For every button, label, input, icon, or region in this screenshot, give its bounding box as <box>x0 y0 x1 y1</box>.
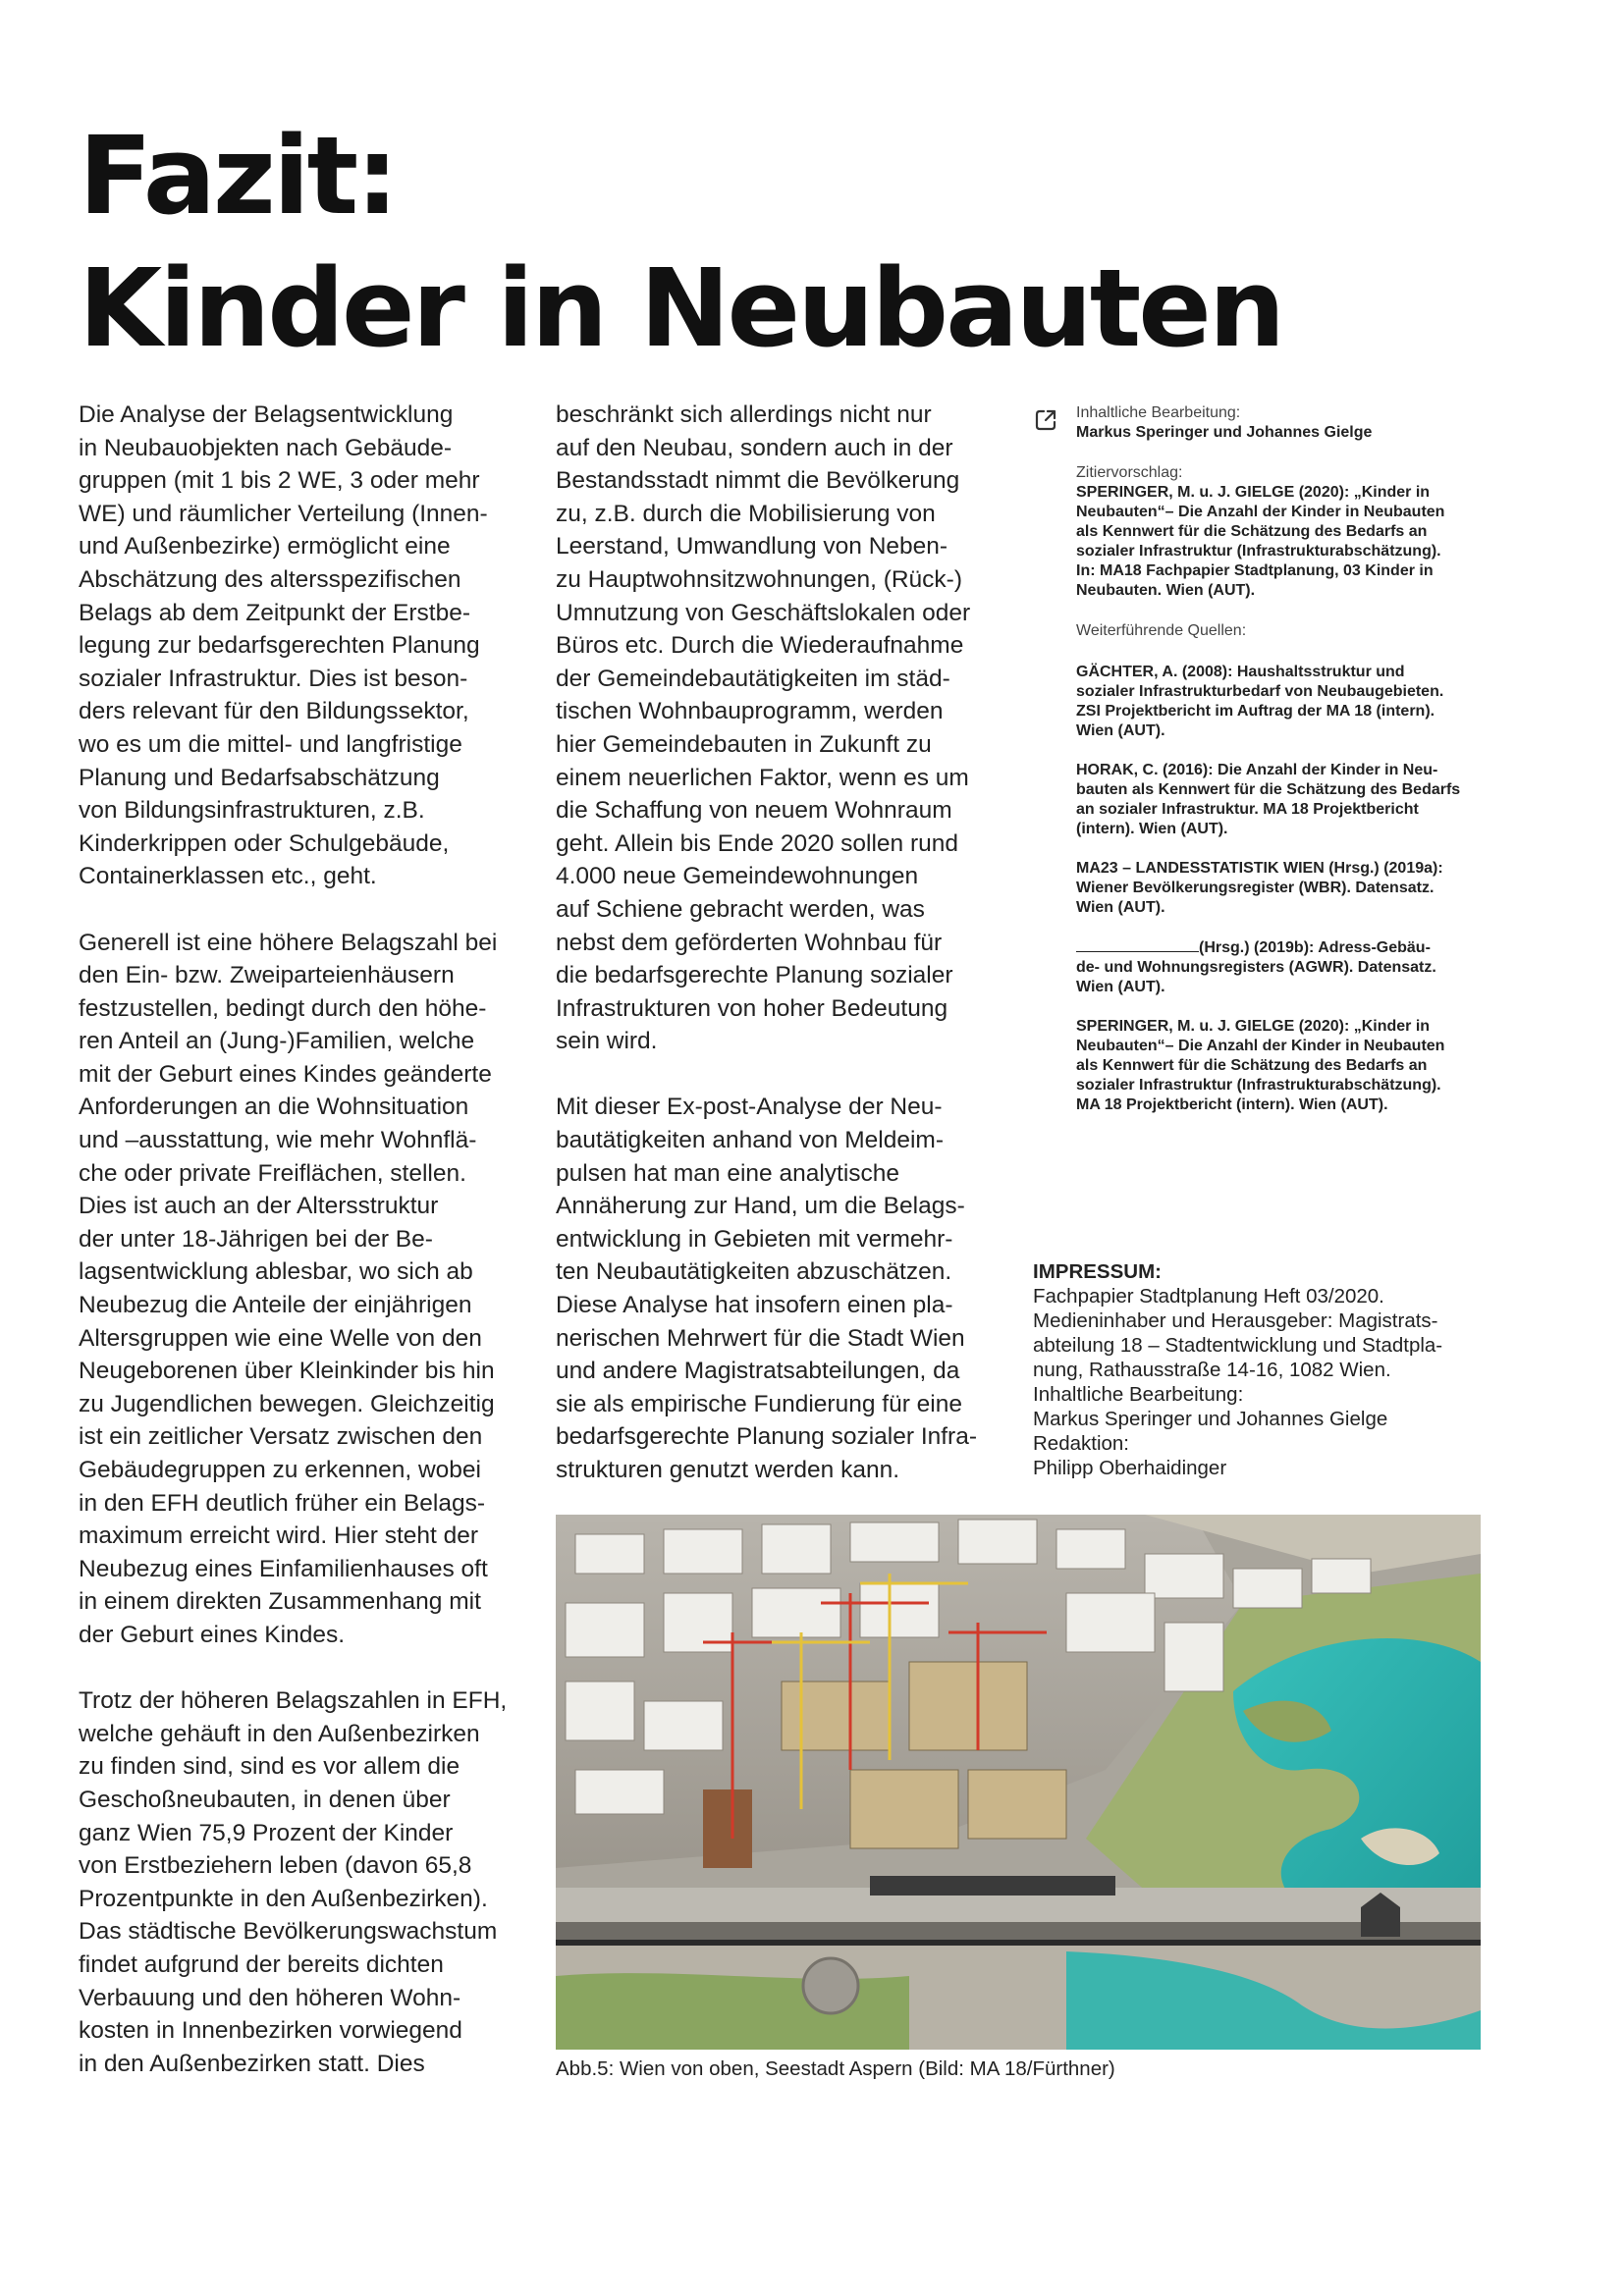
text-line: ren Anteil an (Jung-)Familien, welche <box>79 1028 475 1055</box>
editing-label: Inhaltliche Bearbeitung: <box>1076 404 1241 421</box>
text-line: und –ausstattung, wie mehr Wohnflä- <box>79 1127 477 1154</box>
text-line: Planung und Bedarfsabschätzung <box>79 764 440 791</box>
text-line: ders relevant für den Bildungssektor, <box>79 698 469 725</box>
text-line: maximum erreicht wird. Hier steht der <box>79 1522 479 1550</box>
text-line: GÄCHTER, A. (2008): Haushaltsstruktur und <box>1076 664 1405 680</box>
text-column-1 <box>79 399 540 2080</box>
text-column-2 <box>556 399 1017 1487</box>
text-line: Wien (AUT). <box>1076 722 1165 739</box>
text-line: auf den Neubau, sondern auch in der <box>556 434 953 461</box>
text-line: bauten als Kennwert für die Schätzung des Bedarfs <box>1076 781 1461 798</box>
text-line: mit der Geburt eines Kindes geänderte <box>79 1060 492 1088</box>
title-line-2: Kinder in Neubauten <box>79 245 1283 371</box>
text-line: von Erstbeziehern leben (davon 65,8 <box>79 1852 472 1880</box>
text-line: che oder private Freiflächen, stellen. <box>79 1159 466 1187</box>
citation-label: Zitiervorschlag: <box>1076 464 1183 481</box>
text-line: Neubauten. Wien (AUT). <box>1076 582 1256 599</box>
text-line: pulsen hat man eine analytische <box>556 1159 900 1187</box>
text-line: Containerklassen etc., geht. <box>79 863 377 890</box>
text-line: zu Hauptwohnsitzwohnungen, (Rück-) <box>556 565 962 593</box>
text-line: kosten in Innenbezirken vorwiegend <box>79 2017 462 2045</box>
text-line: lagsentwicklung ablesbar, wo sich ab <box>79 1258 473 1286</box>
text-line: in einem direkten Zusammenhang mit <box>79 1588 481 1616</box>
paragraph <box>79 1684 540 2080</box>
text-line: legung zur bedarfsgerechten Planung <box>79 632 480 660</box>
text-line: sozialer Infrastruktur (Infrastrukturabschätzung). <box>1076 543 1441 560</box>
text-line: und andere Magistratsabteilungen, da <box>556 1358 960 1385</box>
text-line: Wien (AUT). <box>1076 979 1165 995</box>
text-line: In: MA18 Fachpapier Stadtplanung, 03 Kinder in <box>1076 562 1434 579</box>
text-line: wo es um die mittel- und langfristige <box>79 730 462 758</box>
text-line: nebst dem geförderten Wohnbau für <box>556 929 943 956</box>
text-line: welche gehäuft in den Außenbezirken <box>79 1720 480 1747</box>
text-line: Diese Analyse hat insofern einen pla- <box>556 1292 953 1319</box>
page-title <box>79 110 1453 375</box>
text-line: die bedarfsgerechte Planung sozialer <box>556 962 953 989</box>
text-line: Büros etc. Durch die Wiederaufnahme <box>556 632 964 660</box>
text-line: Infrastrukturen von hoher Bedeutung <box>556 994 948 1022</box>
impressum-text <box>1033 1284 1494 1480</box>
text-line: abteilung 18 – Stadtentwicklung und Stadtpla- <box>1033 1334 1443 1357</box>
text-line: Bestandsstadt nimmt die Bevölkerung <box>556 467 960 495</box>
text-line: MA23 – LANDESSTATISTIK WIEN (Hrsg.) (2019a): <box>1076 860 1443 877</box>
text-line: MA 18 Projektbericht (intern). Wien (AUT). <box>1076 1096 1388 1113</box>
text-line: Das städtische Bevölkerungswachstum <box>79 1918 498 1946</box>
text-line: Neugeborenen über Kleinkinder bis hin <box>79 1358 495 1385</box>
text-line: ZSI Projektbericht im Auftrag der MA 18 (intern). <box>1076 703 1435 720</box>
text-line: bautätigkeiten anhand von Meldeim- <box>556 1127 944 1154</box>
text-line: ganz Wien 75,9 Prozent der Kinder <box>79 1819 454 1846</box>
text-line: Neubezug eines Einfamilienhauses oft <box>79 1555 488 1582</box>
text-line: einem neuerlichen Faktor, wenn es um <box>556 764 969 791</box>
author-blank-line <box>1076 937 1199 952</box>
text-line: in Neubauobjekten nach Gebäude- <box>79 434 453 461</box>
text-line: Annäherung zur Hand, um die Belags- <box>556 1193 965 1220</box>
text-line: sozialer Infrastruktur (Infrastrukturabschätzung). <box>1076 1077 1441 1094</box>
external-link-icon <box>1031 405 1060 435</box>
text-line: und Außenbezirke) ermöglicht eine <box>79 533 451 561</box>
text-line: Neubauten“– Die Anzahl der Kinder in Neubauten <box>1076 504 1445 520</box>
sources-label: Weiterführende Quellen: <box>1076 622 1247 639</box>
text-line: bedarfsgerechte Planung sozialer Infra- <box>556 1423 978 1451</box>
text-line: Verbauung und den höheren Wohn- <box>79 1984 461 2011</box>
text-line: Wiener Bevölkerungsregister (WBR). Datensatz. <box>1076 880 1435 896</box>
text-line: sozialer Infrastruktur. Dies ist beson- <box>79 665 468 692</box>
text-line: strukturen genutzt werden kann. <box>556 1457 900 1483</box>
text-line: Leerstand, Umwandlung von Neben- <box>556 533 948 561</box>
paragraph <box>556 1091 1017 1486</box>
text-line: Neubezug die Anteile der einjährigen <box>79 1292 472 1319</box>
text-line: findet aufgrund der bereits dichten <box>79 1950 444 1978</box>
text-line: ten Neubautätigkeiten abzuschätzen. <box>556 1258 952 1286</box>
text-line: SPERINGER, M. u. J. GIELGE (2020): „Kinder in <box>1076 1018 1431 1035</box>
paragraph <box>556 399 1017 1058</box>
text-line: Medieninhaber und Herausgeber: Magistrats- <box>1033 1309 1438 1332</box>
text-line: hier Gemeindebauten in Zukunft zu <box>556 730 932 758</box>
impressum <box>1033 1259 1494 1480</box>
text-line: Kinderkrippen oder Schulgebäude, <box>79 829 450 857</box>
text-line: Philipp Oberhaidinger <box>1033 1457 1227 1479</box>
text-line: Die Analyse der Belagsentwicklung <box>79 401 454 428</box>
text-line: Geschoßneubauten, in denen über <box>79 1786 451 1813</box>
source-entry <box>1076 859 1489 918</box>
text-line: HORAK, C. (2016): Die Anzahl der Kinder in Neu- <box>1076 762 1438 778</box>
text-line: nerischen Mehrwert für die Stadt Wien <box>556 1324 965 1352</box>
citation-text <box>1076 483 1489 601</box>
text-line: Neubauten“– Die Anzahl der Kinder in Neubauten <box>1076 1038 1445 1054</box>
text-line: geht. Allein bis Ende 2020 sollen rund <box>556 829 958 857</box>
title-line-1: Fazit: <box>79 113 397 239</box>
figure-caption: Abb.5: Wien von oben, Seestadt Aspern (Bild: MA 18/Fürthner) <box>556 2057 1115 2080</box>
text-line: de- und Wohnungsregisters (AGWR). Datensatz. <box>1076 959 1436 976</box>
text-line: Trotz der höheren Belagszahlen in EFH, <box>79 1687 508 1715</box>
text-line: in den Außenbezirken statt. Dies <box>79 2050 425 2077</box>
references-sidebar <box>1076 403 1489 1115</box>
text-line: an sozialer Infrastruktur. MA 18 Projektbericht <box>1076 801 1419 818</box>
text-line: als Kennwert für die Schätzung des Bedarfs an <box>1076 1057 1428 1074</box>
text-line: WE) und räumlicher Verteilung (Innen- <box>79 500 488 527</box>
text-line: Altersgruppen wie eine Welle von den <box>79 1324 482 1352</box>
source-entry <box>1076 1017 1489 1115</box>
text-line: der Gemeindebautätigkeiten im städ- <box>556 665 950 692</box>
impressum-heading: IMPRESSUM: <box>1033 1260 1162 1283</box>
text-line: festzustellen, bedingt durch den höhe- <box>79 994 487 1022</box>
text-line: sozialer Infrastrukturbedarf von Neubaugebieten. <box>1076 683 1444 700</box>
text-line: SPERINGER, M. u. J. GIELGE (2020): „Kinder in <box>1076 484 1431 501</box>
text-line: ist ein zeitlicher Versatz zwischen den <box>79 1423 483 1451</box>
text-line: Markus Speringer und Johannes Gielge <box>1033 1408 1388 1430</box>
text-line: tischen Wohnbauprogramm, werden <box>556 698 944 725</box>
text-line: Inhaltliche Bearbeitung: <box>1033 1383 1244 1406</box>
text-line: Mit dieser Ex-post-Analyse der Neu- <box>556 1094 943 1121</box>
source-entry <box>1076 937 1489 997</box>
text-line: als Kennwert für die Schätzung des Bedarfs an <box>1076 523 1428 540</box>
text-line: Gebäudegruppen zu erkennen, wobei <box>79 1457 482 1483</box>
text-line: von Bildungsinfrastrukturen, z.B. <box>79 797 425 825</box>
text-line: nung, Rathausstraße 14-16, 1082 Wien. <box>1033 1359 1391 1381</box>
source-4-rest <box>1076 958 1489 997</box>
text-line: auf Schiene gebracht werden, was <box>556 895 925 923</box>
source-entry <box>1076 761 1489 839</box>
text-line: Anforderungen an die Wohnsituation <box>79 1094 469 1121</box>
text-line: in den EFH deutlich früher ein Belags- <box>79 1489 485 1517</box>
text-line: Umnutzung von Geschäftslokalen oder <box>556 599 971 626</box>
paragraph <box>79 927 540 1652</box>
text-line: der unter 18-Jährigen bei der Be- <box>79 1225 433 1253</box>
text-line: der Geburt eines Kindes. <box>79 1621 346 1648</box>
text-line: Abschätzung des altersspezifischen <box>79 565 461 593</box>
paragraph <box>79 399 540 893</box>
text-line: gruppen (mit 1 bis 2 WE, 3 oder mehr <box>79 467 480 495</box>
source-entry <box>1076 663 1489 741</box>
text-line: Wien (AUT). <box>1076 899 1165 916</box>
text-line: Prozentpunkte in den Außenbezirken). <box>79 1885 488 1912</box>
text-line: zu finden sind, sind es vor allem die <box>79 1753 460 1781</box>
text-line: beschränkt sich allerdings nicht nur <box>556 401 932 428</box>
text-line: Belags ab dem Zeitpunkt der Erstbe- <box>79 599 471 626</box>
text-line: sein wird. <box>556 1028 658 1055</box>
text-line: zu Jugendlichen bewegen. Gleichzeitig <box>79 1390 495 1417</box>
text-line: Redaktion: <box>1033 1432 1130 1455</box>
text-line: zu, z.B. durch die Mobilisierung von <box>556 500 936 527</box>
editing-names: Markus Speringer und Johannes Gielge <box>1076 424 1373 441</box>
text-line: Fachpapier Stadtplanung Heft 03/2020. <box>1033 1285 1384 1308</box>
source-4-first-line: (Hrsg.) (2019b): Adress-Gebäu- <box>1199 939 1431 956</box>
text-line: sie als empirische Fundierung für eine <box>556 1390 962 1417</box>
text-line: entwicklung in Gebieten mit vermehr- <box>556 1225 953 1253</box>
aerial-photo-illustration <box>556 1515 1481 2050</box>
text-line: Dies ist auch an der Altersstruktur <box>79 1193 439 1220</box>
text-line: Generell ist eine höhere Belagszahl bei <box>79 929 498 956</box>
text-line: (intern). Wien (AUT). <box>1076 821 1228 837</box>
text-line: die Schaffung von neuem Wohnraum <box>556 797 952 825</box>
text-line: den Ein- bzw. Zweiparteienhäusern <box>79 962 455 989</box>
aerial-photo-seestadt-aspern <box>556 1515 1481 2050</box>
text-line: 4.000 neue Gemeindewohnungen <box>556 863 919 890</box>
